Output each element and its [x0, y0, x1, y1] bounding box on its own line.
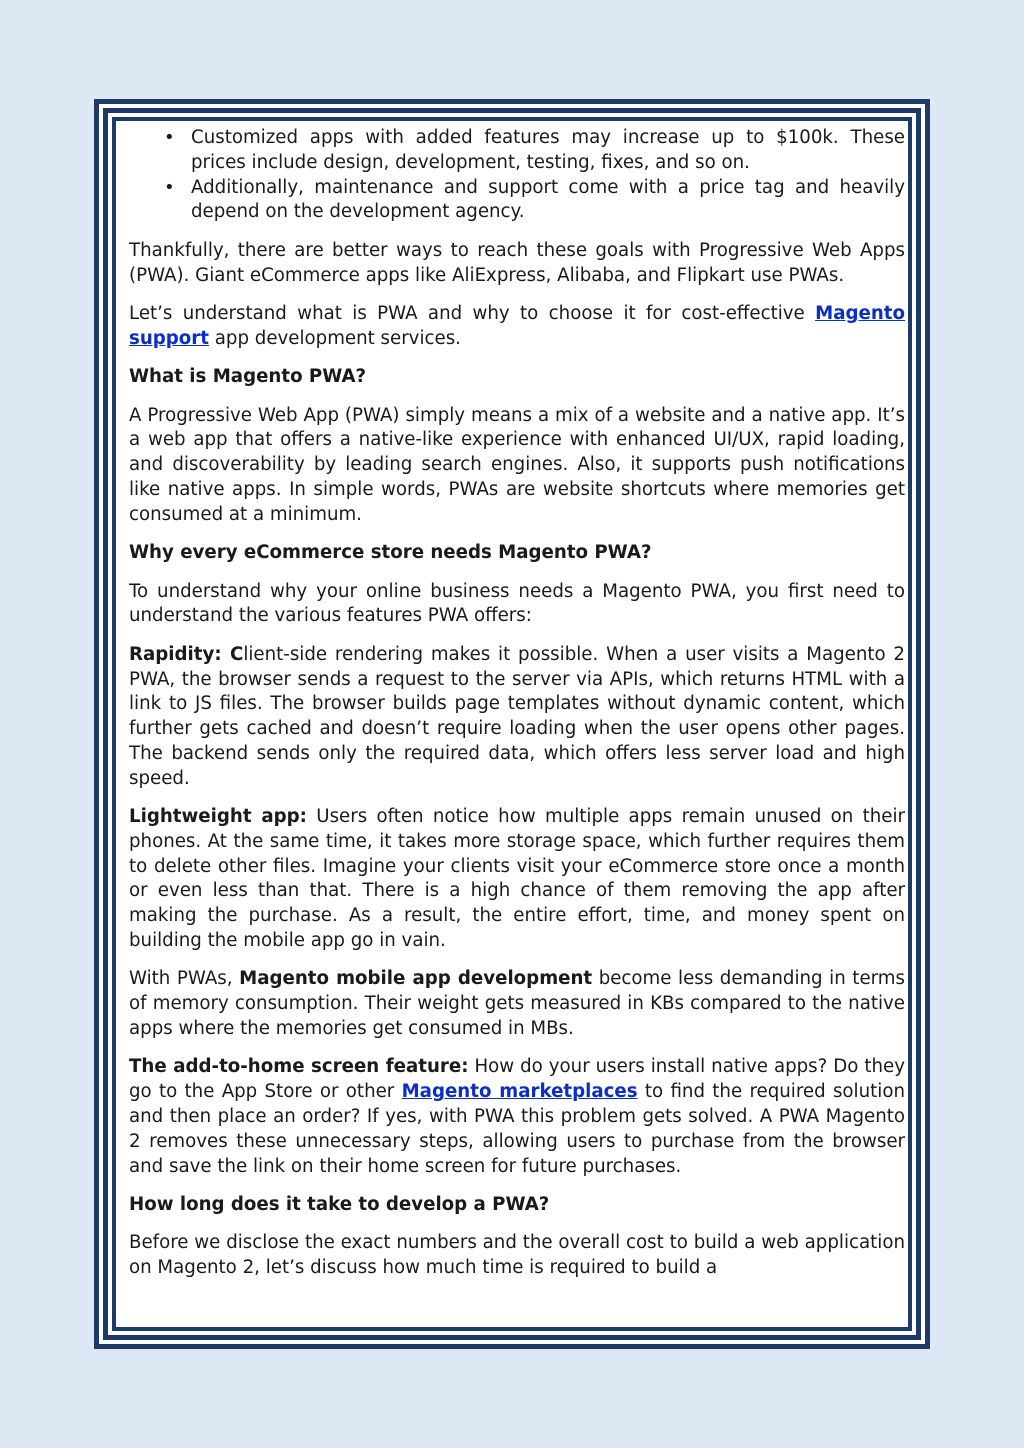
mobile-app-development-bold: Magento mobile app development: [239, 968, 593, 990]
heading-why-needs-pwa: Why every eCommerce store needs Magento PWA?: [129, 542, 652, 564]
add-to-home-label: The add-to-home screen feature:: [129, 1056, 469, 1078]
list-item: • Additionally, maintenance and support come with a price tag and heavily depend on the development agency.: [191, 176, 905, 226]
paragraph-what-is-pwa: A Progressive Web App (PWA) simply means a mix of a website and a native app. It’s a web app that offers a native-like experience with enhanced UI/UX, rapid loading, and discoverability by leading search engines. Also, it supports push notifications like native apps. In simple words, PWAs are website shortcuts where memories get consumed at a minimum.: [129, 404, 905, 525]
paragraph-add-to-home: The add-to-home screen feature: How do your users install native apps? Do they go to the App Store or other Magento marketplaces to find the required solution and then place an order? If yes, with PWA this problem gets solved. A PWA Magento 2 removes these unnecessary steps, allowing users to purchase from the browser and save the link on their home screen for future purchases.: [129, 1056, 905, 1177]
paragraph-rapidity: Rapidity: Client-side rendering makes it possible. When a user visits a Magento 2 PWA, the browser sends a request to the server via APIs, which returns HTML with a link to JS files. The browser builds page templates without dynamic content, which further gets cached and doesn’t require loading when the user opens other pages. The backend sends only the required data, which offers less server load and high speed.: [129, 643, 905, 789]
magento-marketplaces-link[interactable]: Magento marketplaces: [401, 1081, 638, 1103]
paragraph-before-disclose: Before we disclose the exact numbers and the overall cost to build a web application on Magento 2, let’s discuss how much time is required to build a: [129, 1232, 905, 1279]
paragraph-with-pwas: With PWAs, Magento mobile app development become less demanding in terms of memory consumption. Their weight gets measured in KBs compared to the native apps where the memories get consumed in MBs.: [129, 968, 905, 1040]
paragraph-understand: Let’s understand what is PWA and why to choose it for cost-effective Magento support app development services.: [129, 302, 905, 349]
paragraph-lightweight: Lightweight app: Users often notice how multiple apps remain unused on their phones. At the same time, it takes more storage space, which further requires them to delete other files. Imagine your clients visit your eCommerce store once a month or even less than that. There is a high chance of them removing the app after making the purchase. As a result, the entire effort, time, and money spent on building the mobile app go in vain.: [129, 806, 905, 952]
bullet-list: [129, 126, 905, 225]
lightweight-label: Lightweight app:: [129, 806, 307, 828]
page-frame: [94, 99, 930, 1349]
heading-how-long: How long does it take to develop a PWA?: [129, 1194, 550, 1216]
rapidity-label: Rapidity: C: [129, 643, 244, 665]
paragraph-thankfully: Thankfully, there are better ways to reach these goals with Progressive Web Apps (PWA). Giant eCommerce apps like AliExpress, Alibaba, and Flipkart use PWAs.: [129, 239, 905, 286]
document-body: [129, 126, 905, 1326]
magento-support-link[interactable]: Magento support: [129, 302, 905, 349]
paragraph-why-needs-pwa: To understand why your online business needs a Magento PWA, you first need to understand the various features PWA offers:: [129, 580, 905, 627]
heading-what-is-pwa: What is Magento PWA?: [129, 366, 367, 388]
list-item: • Customized apps with added features may increase up to $100k. These prices include design, development, testing, fixes, and so on.: [191, 126, 905, 176]
